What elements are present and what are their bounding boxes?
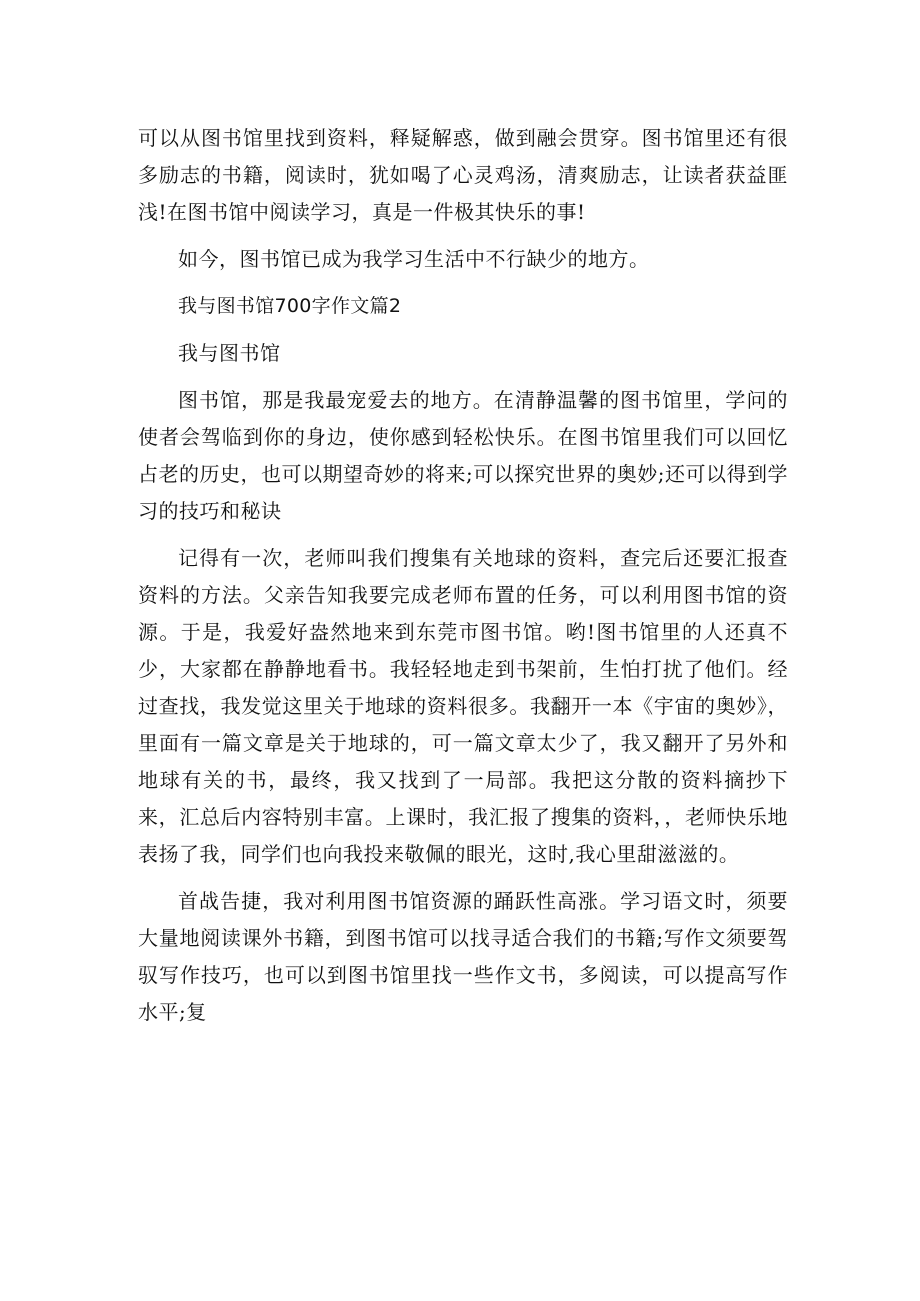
section-heading: 我与图书馆700字作文篇2	[178, 295, 402, 317]
essay-title: 我与图书馆	[178, 341, 281, 365]
paragraph-4: 记得有一次，老师叫我们搜集有关地球的资料，查完后还要汇报查资料的方法。父亲告知我要完成老师布置的任务，可以利用图书馆的资源。于是，我爱好盎然地来到东莞市图书馆。哟!图书馆里的人还真不少，大家都在静静地看书。我轻轻地走到书架前，生怕打扰了他们。经过查找，我发觉这里关于地球的资料很多。我翻开一本《宇宙的奥妙》，里面有一篇文章是关于地球的，可一篇文章太少了，我又翻开了另外和地球有关的书，最终，我又找到了一局部。我把这分散的资料摘抄下来，汇总后内容特别丰富。上课时，我汇报了搜集的资料，，老师快乐地表扬了我，同学们也向我投来敬佩的眼光，这时,我心里甜滋滋的。	[138, 546, 788, 866]
paragraph-2: 如今，图书馆已成为我学习生活中不行缺少的地方。	[178, 247, 650, 271]
paragraph-3: 图书馆，那是我最宠爱去的地方。在清静温馨的图书馆里，学问的使者会驾临到你的身边，使你感到轻松快乐。在图书馆里我们可以回忆占老的历史，也可以期望奇妙的将来;可以探究世界的奥妙;还可以得到学习的技巧和秘诀	[138, 388, 788, 523]
paragraph-1: 可以从图书馆里找到资料，释疑解惑，做到融会贯穿。图书馆里还有很多励志的书籍，阅读时，犹如喝了心灵鸡汤，清爽励志，让读者获益匪浅!在图书馆中阅读学习，真是一件极其快乐的事!	[138, 126, 788, 224]
paragraph-5: 首战告捷，我对利用图书馆资源的踊跃性高涨。学习语文时，须要大量地阅读课外书籍，到图书馆可以找寻适合我们的书籍;写作文须要驾驭写作技巧，也可以到图书馆里找一些作文书，多阅读，可以提高写作水平;复	[138, 889, 788, 1024]
document-page	[138, 120, 788, 1041]
